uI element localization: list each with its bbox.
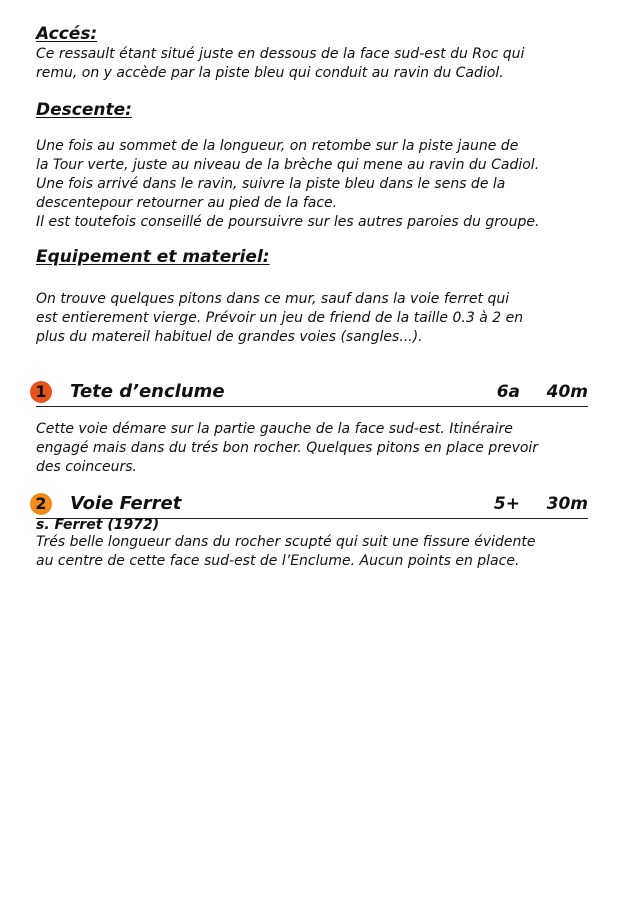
- route-name: Voie Ferret: [70, 493, 182, 514]
- acces-paragraph: [36, 45, 588, 83]
- paragraph-line: au centre de cette face sud-est de l’Enclume. Aucun points en place.: [36, 553, 520, 569]
- paragraph-line: la Tour verte, juste au niveau de la brèche qui mene au ravin du Cadiol.: [36, 157, 540, 173]
- route-name: Tete d’enclume: [70, 381, 225, 402]
- descente-paragraph: [36, 137, 588, 232]
- route-description-1: [36, 420, 588, 477]
- paragraph-line: remu, on y accède par la piste bleu qui conduit au ravin du Cadiol.: [36, 65, 504, 81]
- acces-heading: Accés:: [36, 24, 98, 44]
- route-length: 40m: [546, 382, 588, 402]
- route-description-2: [36, 533, 588, 571]
- descente-heading: Descente:: [36, 100, 132, 120]
- paragraph-line: Une fois au sommet de la longueur, on retombe sur la piste jaune de: [36, 138, 519, 154]
- route-grade: 6a: [496, 382, 520, 402]
- paragraph-line: Une fois arrivé dans le ravin, suivre la piste bleu dans le sens de la: [36, 176, 506, 192]
- route-author: s. Ferret (1972): [36, 517, 160, 533]
- paragraph-line: engagé mais dans du trés bon rocher. Quelques pitons en place prevoir: [36, 440, 539, 456]
- route-number-badge: 2: [30, 493, 52, 515]
- paragraph-line: Trés belle longueur dans du rocher scupté qui suit une fissure évidente: [36, 534, 536, 550]
- paragraph-line: est entierement vierge. Prévoir un jeu de friend de la taille 0.3 à 2 en: [36, 310, 524, 326]
- route-number-badge: 1: [30, 381, 52, 403]
- route-header-1: [36, 380, 588, 407]
- paragraph-line: des coinceurs.: [36, 459, 137, 475]
- paragraph-line: plus du matereil habituel de grandes voies (sangles...).: [36, 329, 423, 345]
- paragraph-line: Ce ressault étant situé juste en dessous de la face sud-est du Roc qui: [36, 46, 525, 62]
- route-grade: 5+: [493, 494, 520, 514]
- paragraph-line: Cette voie démare sur la partie gauche de la face sud-est. Itinéraire: [36, 421, 513, 437]
- route-length: 30m: [546, 494, 588, 514]
- equipement-paragraph: [36, 290, 588, 347]
- paragraph-line: Il est toutefois conseillé de poursuivre sur les autres paroies du groupe.: [36, 214, 540, 230]
- route-header-2: [36, 492, 588, 519]
- equipement-heading: Equipement et materiel:: [36, 247, 270, 267]
- paragraph-line: descentepour retourner au pied de la face.: [36, 195, 338, 211]
- paragraph-line: On trouve quelques pitons dans ce mur, sauf dans la voie ferret qui: [36, 291, 510, 307]
